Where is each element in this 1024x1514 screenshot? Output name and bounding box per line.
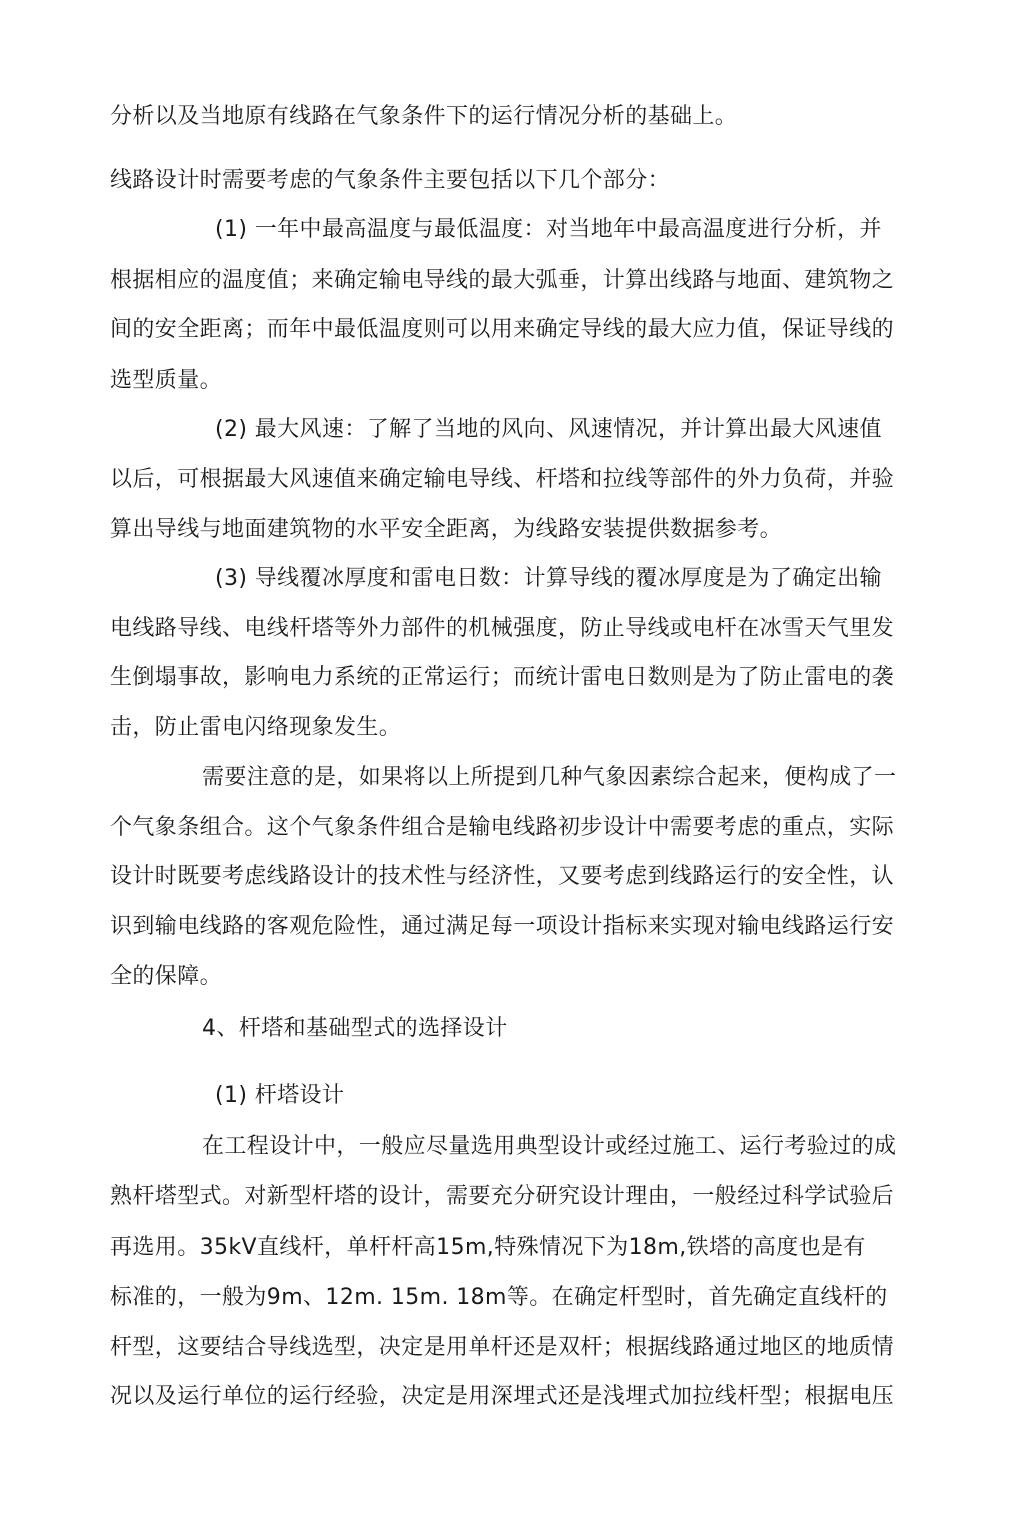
subsection-heading: (1) 杆塔设计 [215,1083,345,1108]
text-line: 在工程设计中，一般应尽量选用典型设计或经过施工、运行考验过的成 [202,1134,897,1159]
text-line: 标准的，一般为9m、12m. 15m. 18m等。在确定杆型时，首先确定直线杆的 [110,1285,888,1310]
text-line: 熟杆塔型式。对新型杆塔的设计，需要充分研究设计理由，一般经过科学试验后 [110,1184,895,1209]
text-line: 设计时既要考虑线路设计的技术性与经济性，又要考虑到线路运行的安全性，认 [110,864,895,889]
text-line: 生倒塌事故，影响电力系统的正常运行；而统计雷电日数则是为了防止雷电的袭 [110,665,895,690]
text-line: 识到输电线路的客观危险性，通过满足每一项设计指标来实现对输电线路运行安 [110,914,895,939]
text-line: 况以及运行单位的运行经验，决定是用深埋式还是浅埋式加拉线杆型；根据电压 [110,1384,895,1409]
text-line: 再选用。35kV直线杆，单杆杆高15m,特殊情况下为18m,铁塔的高度也是有 [110,1235,866,1260]
text-line: 算出导线与地面建筑物的水平安全距离，为线路安装提供数据参考。 [110,517,783,542]
text-line: (2) 最大风速：了解了当地的风向、风速情况，并计算出最大风速值 [215,417,882,442]
text-line: (3) 导线覆冰厚度和雷电日数：计算导线的覆冰厚度是为了确定出输 [215,566,882,591]
text-line: 线路设计时需要考虑的气象条件主要包括以下几个部分： [110,168,671,193]
text-line: 需要注意的是，如果将以上所提到几种气象因素综合起来，便构成了一 [202,765,897,790]
text-line: 杆型，这要结合导线选型，决定是用单杆还是双杆；根据线路通过地区的地质情 [110,1335,895,1360]
section-heading: 4、杆塔和基础型式的选择设计 [202,1016,508,1041]
text-line: 全的保障。 [110,964,223,989]
text-line: 个气象条组合。这个气象条件组合是输电线路初步设计中需要考虑的重点，实际 [110,815,895,840]
text-line: 击，防止雷电闪络现象发生。 [110,715,402,740]
text-line: 电线路导线、电线杆塔等外力部件的机械强度，防止导线或电杆在冰雪天气里发 [110,616,895,641]
text-line: 根据相应的温度值；来确定输电导线的最大弧垂，计算出线路与地面、建筑物之 [110,268,895,293]
text-line: 分析以及当地原有线路在气象条件下的运行情况分析的基础上。 [110,104,738,129]
text-line: (1) 一年中最高温度与最低温度：对当地年中最高温度进行分析，并 [215,217,882,242]
text-line: 间的安全距离；而年中最低温度则可以用来确定导线的最大应力值，保证导线的 [110,317,895,342]
text-line: 选型质量。 [110,368,223,393]
text-line: 以后，可根据最大风速值来确定输电导线、杆塔和拉线等部件的外力负荷，并验 [110,467,895,492]
